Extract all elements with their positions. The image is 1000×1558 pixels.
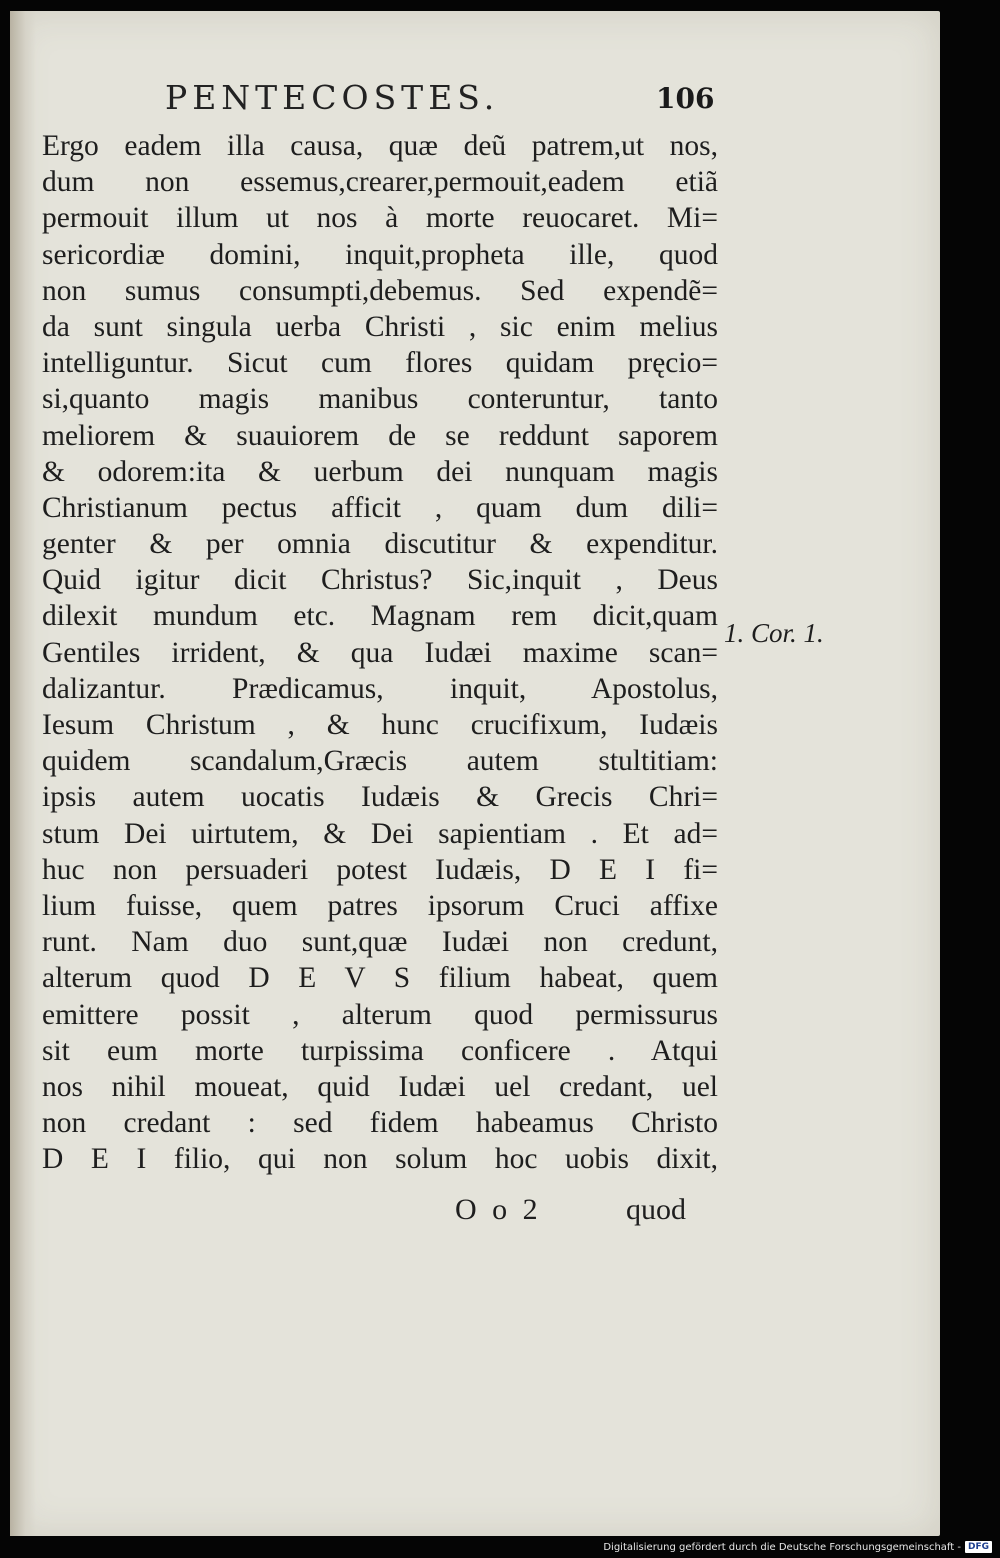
text-line: nos nihil moueat, quid Iudæi uel credant, uel bbox=[42, 1070, 718, 1103]
text-line: dilexit mundum etc. Magnam rem dicit,quam bbox=[42, 600, 718, 633]
text-line: alterum quod D E V S filium habeat, quem bbox=[42, 962, 718, 995]
text-line: genter & per omnia discutitur & expenditur. bbox=[42, 528, 718, 561]
running-head: PENTECOSTES. bbox=[165, 78, 500, 117]
text-line: Gentiles irrident, & qua Iudæi maxime scan= bbox=[42, 636, 718, 669]
text-line: da sunt singula uerba Christi , sic enim melius bbox=[42, 310, 718, 343]
text-line: sit eum morte turpissima conficere . Atqui bbox=[42, 1034, 718, 1067]
text-line: huc non persuaderi potest Iudæis, D E I fi= bbox=[42, 853, 718, 886]
text-line: Iesum Christum , & hunc crucifixum, Iudæis bbox=[42, 709, 718, 741]
text-line: meliorem & suauiorem de se reddunt saporem bbox=[42, 419, 718, 452]
dfg-logo-icon: DFG bbox=[965, 1541, 992, 1553]
body-text bbox=[42, 128, 718, 1177]
text-line: ipsis autem uocatis Iudæis & Grecis Chri= bbox=[42, 781, 718, 814]
page-gutter-shadow bbox=[10, 11, 36, 1536]
catchword: quod bbox=[626, 1193, 686, 1226]
text-line: Ergo eadem illa causa, quæ deũ patrem,ut nos, bbox=[42, 130, 718, 162]
text-line: sericordiæ domini, inquit,propheta ille, quod bbox=[42, 238, 718, 271]
text-line: stum Dei uirtutem, & Dei sapientiam . Et ad= bbox=[42, 817, 718, 850]
text-line: si,quanto magis manibus conteruntur, tanto bbox=[42, 383, 718, 416]
text-line: D E I filio, qui non solum hoc uobis dixit, bbox=[42, 1143, 718, 1176]
text-line: intelliguntur. Sicut cum flores quidam pręcio= bbox=[42, 347, 718, 380]
text-line: permouit illum ut nos à morte reuocaret. Mi= bbox=[42, 202, 718, 235]
text-line: dalizantur. Prædicamus, inquit, Apostolus, bbox=[42, 672, 718, 705]
page-number: 106 bbox=[656, 82, 715, 115]
text-line: Christianum pectus afficit , quam dum dili= bbox=[42, 491, 718, 524]
text-line: runt. Nam duo sunt,quæ Iudæi non credunt, bbox=[42, 926, 718, 959]
signature-mark: O o 2 bbox=[455, 1193, 542, 1226]
text-line: non sumus consumpti,debemus. Sed expendẽ= bbox=[42, 274, 718, 307]
text-line: dum non essemus,crearer,permouit,eadem etiã bbox=[42, 166, 718, 199]
text-line: quidem scandalum,Græcis autem stultitiam: bbox=[42, 745, 718, 778]
text-line: Quid igitur dicit Christus? Sic,inquit , Deus bbox=[42, 564, 718, 597]
text-line: & odorem:ita & uerbum dei nunquam magis bbox=[42, 455, 718, 488]
digitization-credit bbox=[603, 1539, 992, 1555]
margin-reference: 1. Cor. 1. bbox=[724, 618, 824, 648]
text-line: non credant : sed fidem habeamus Christo bbox=[42, 1107, 718, 1140]
text-line: emittere possit , alterum quod permissurus bbox=[42, 998, 718, 1031]
text-line: lium fuisse, quem patres ipsorum Cruci affixe bbox=[42, 889, 718, 922]
credit-text: Digitalisierung gefördert durch die Deutsche Forschungsgemeinschaft - bbox=[603, 1541, 961, 1553]
